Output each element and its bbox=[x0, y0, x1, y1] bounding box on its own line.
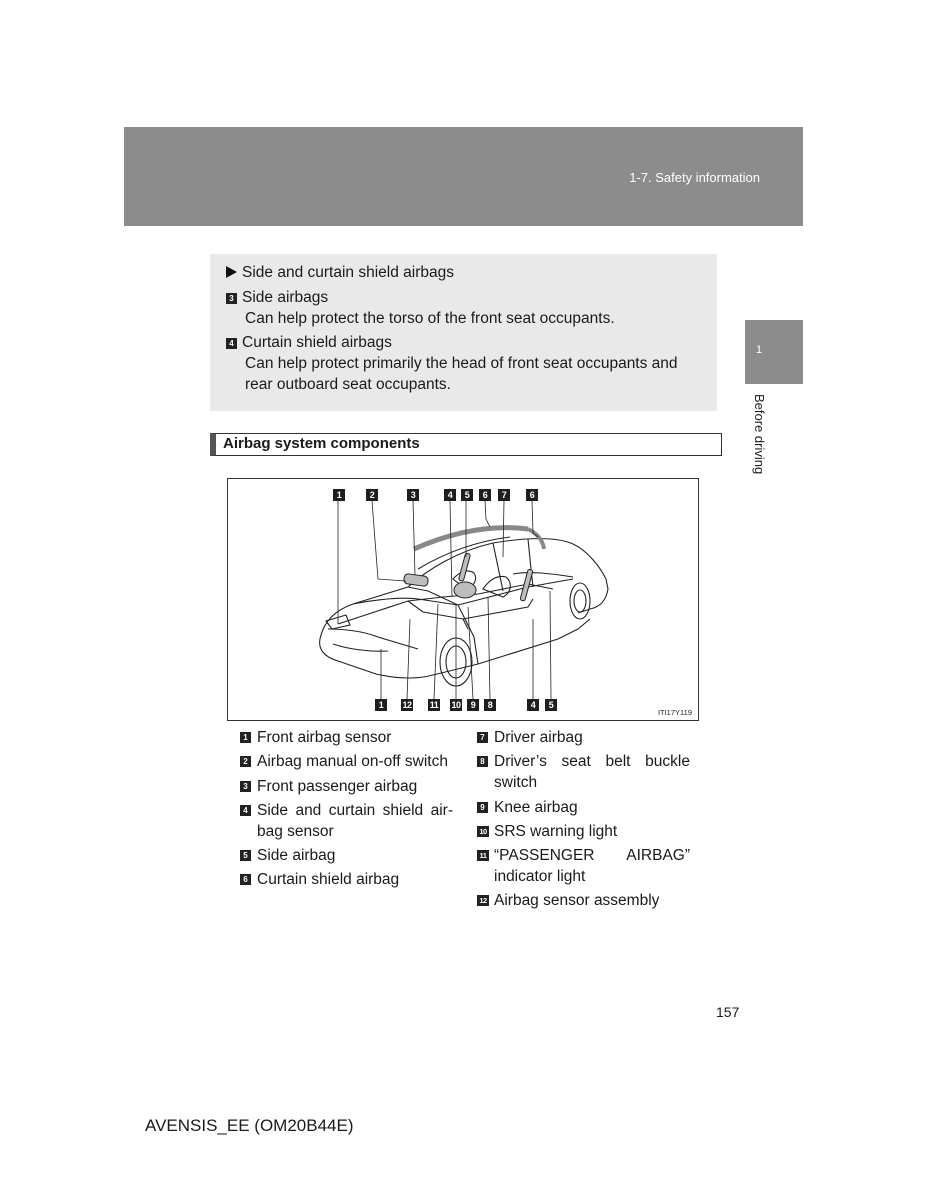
intro-item-desc: Can help protect the torso of the front seat occupants. bbox=[245, 310, 615, 327]
number-badge: 12 bbox=[477, 895, 489, 906]
legend-text: Side airbag bbox=[257, 847, 336, 864]
intro-box bbox=[210, 254, 717, 411]
legend-item-4 bbox=[240, 800, 455, 842]
legend-text: Airbag manual on-off switch bbox=[257, 753, 448, 770]
intro-title: Side and curtain shield airbags bbox=[242, 264, 454, 281]
legend-item-8 bbox=[477, 751, 692, 793]
legend-text: Knee airbag bbox=[494, 799, 578, 816]
number-badge: 4 bbox=[240, 805, 251, 816]
intro-item-desc: rear outboard seat occupants. bbox=[245, 376, 451, 393]
legend-text: Driver’s seat belt buckle bbox=[494, 753, 690, 770]
callout-top-6: 6 bbox=[479, 489, 491, 501]
callout-top-3: 3 bbox=[407, 489, 419, 501]
number-badge: 7 bbox=[477, 732, 488, 743]
airbag-diagram bbox=[227, 478, 699, 721]
intro-item-3 bbox=[226, 287, 328, 308]
legend-text: Front airbag sensor bbox=[257, 729, 392, 746]
legend-text: “PASSENGER AIRBAG” bbox=[494, 847, 690, 864]
legend-text: Front passenger airbag bbox=[257, 778, 418, 795]
callout-bottom-9: 9 bbox=[467, 699, 479, 711]
section-heading-text: Airbag system components bbox=[223, 435, 420, 452]
number-badge: 8 bbox=[477, 756, 488, 767]
callout-bottom-11: 11 bbox=[429, 700, 439, 710]
callout-top-1: 1 bbox=[333, 489, 345, 501]
triangle-bullet-icon bbox=[226, 266, 237, 278]
callout-bottom-1: 1 bbox=[375, 699, 387, 711]
number-badge: 3 bbox=[226, 293, 237, 304]
number-badge: 4 bbox=[226, 338, 237, 349]
callout-top-2: 2 bbox=[366, 489, 378, 501]
number-badge: 2 bbox=[240, 756, 251, 767]
intro-item-4 bbox=[226, 332, 392, 353]
legend-text: Airbag sensor assembly bbox=[494, 892, 660, 909]
callout-top-4: 4 bbox=[444, 489, 456, 501]
callout-bottom-12: 12 bbox=[402, 700, 412, 710]
legend-text: indicator light bbox=[494, 868, 586, 885]
number-badge: 3 bbox=[240, 781, 251, 792]
legend-text: SRS warning light bbox=[494, 823, 618, 840]
intro-item-name: Side airbags bbox=[242, 289, 329, 306]
callout-top-7: 7 bbox=[498, 489, 510, 501]
car-illustration bbox=[228, 479, 700, 722]
callout-bottom-5: 5 bbox=[545, 699, 557, 711]
intro-title-line bbox=[226, 262, 454, 283]
callout-bottom-4: 4 bbox=[527, 699, 539, 711]
header-band bbox=[124, 127, 803, 226]
number-badge: 1 bbox=[240, 732, 251, 743]
number-badge: 9 bbox=[477, 802, 488, 813]
section-heading bbox=[210, 433, 722, 456]
figure-code: ITI17Y119 bbox=[657, 708, 692, 717]
legend-item-11 bbox=[477, 845, 692, 887]
intro-item-desc: Can help protect primarily the head of front seat occupants and bbox=[245, 355, 678, 372]
chapter-tab bbox=[745, 320, 803, 384]
intro-item-name: Curtain shield airbags bbox=[242, 334, 392, 351]
callout-bottom-10: 10 bbox=[451, 700, 461, 710]
page-number: 157 bbox=[716, 1004, 740, 1020]
legend-text: bag sensor bbox=[257, 823, 334, 840]
legend-text: Side and curtain shield air- bbox=[257, 802, 453, 819]
chapter-number: 1 bbox=[756, 344, 763, 356]
chapter-label: Before driving bbox=[752, 394, 767, 475]
callout-top-6b: 6 bbox=[526, 489, 538, 501]
legend-text: Driver airbag bbox=[494, 729, 583, 746]
legend-text: switch bbox=[494, 774, 538, 791]
section-title: 1-7. Safety information bbox=[629, 170, 760, 185]
callout-bottom-8: 8 bbox=[484, 699, 496, 711]
number-badge: 6 bbox=[240, 874, 251, 885]
callout-top-5: 5 bbox=[461, 489, 473, 501]
number-badge: 11 bbox=[477, 850, 489, 861]
number-badge: 10 bbox=[477, 826, 489, 837]
footer-model-code: AVENSIS_EE (OM20B44E) bbox=[145, 1116, 354, 1135]
legend-text: Curtain shield airbag bbox=[257, 871, 400, 888]
number-badge: 5 bbox=[240, 850, 251, 861]
